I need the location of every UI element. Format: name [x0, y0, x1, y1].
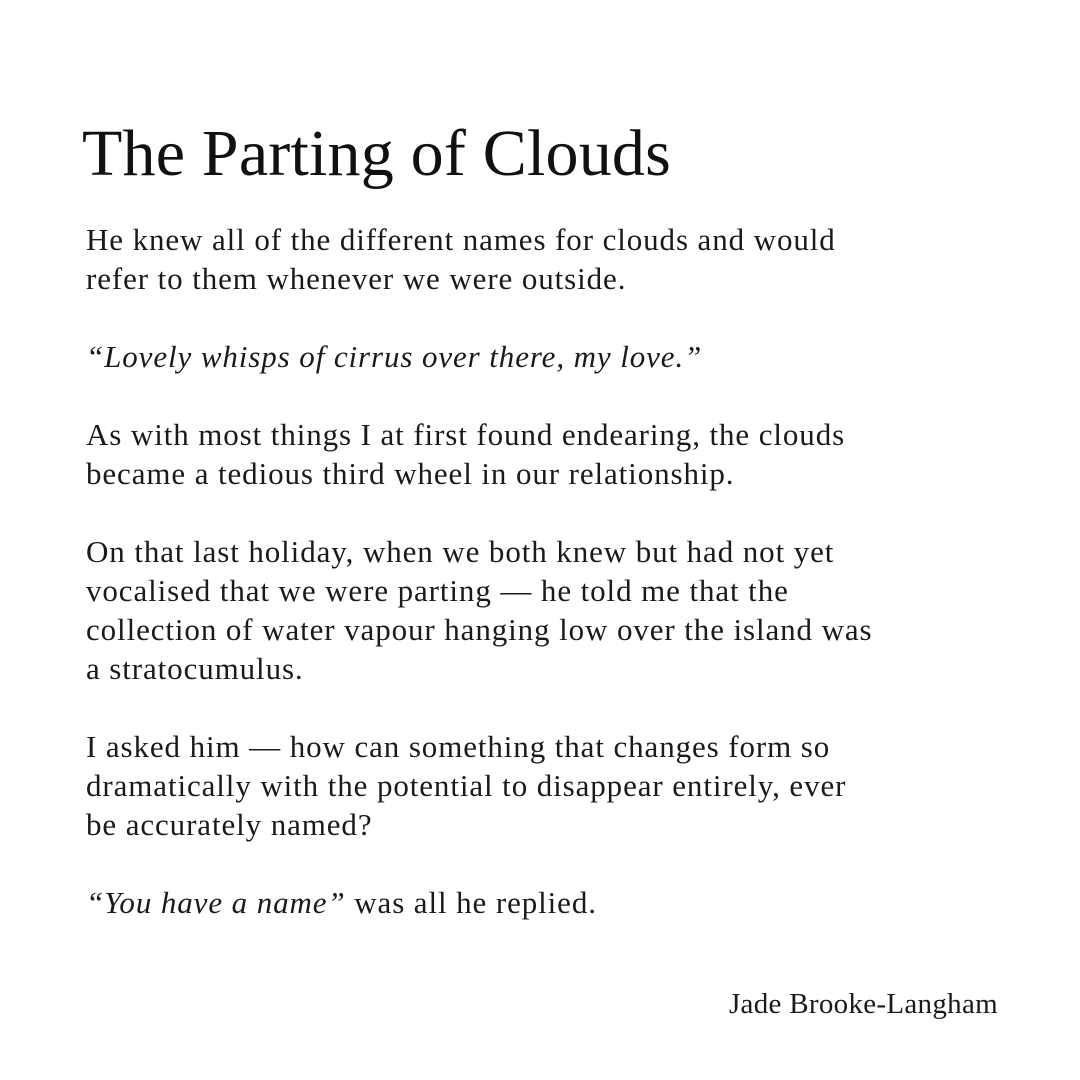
paragraph-line: be accurately named? — [86, 807, 373, 842]
closing-text: was all he replied. — [345, 885, 597, 920]
paragraph-6 — [86, 883, 1016, 922]
poem-body — [86, 220, 1016, 961]
paragraph-line: vocalised that we were parting — he told me that the — [86, 573, 789, 608]
paragraph-4 — [86, 532, 1016, 688]
paragraph-line: became a tedious third wheel in our relationship. — [86, 456, 735, 491]
paragraph-line: refer to them whenever we were outside. — [86, 261, 627, 296]
paragraph-line: collection of water vapour hanging low over the island was — [86, 612, 873, 647]
paragraph-3 — [86, 415, 1016, 493]
paragraph-line: a stratocumulus. — [86, 651, 304, 686]
paragraph-line: I asked him — how can something that changes form so — [86, 729, 831, 764]
paragraph-line: As with most things I at first found endearing, the clouds — [86, 417, 846, 452]
paragraph-line — [86, 883, 1016, 922]
paragraph-line: dramatically with the potential to disappear entirely, ever — [86, 768, 847, 803]
quote-you-have-a-name: “You have a name” — [86, 885, 346, 920]
author-signature: Jade Brooke-Langham — [728, 988, 998, 1020]
poem-title: The Parting of Clouds — [82, 117, 671, 190]
paragraph-1 — [86, 220, 1016, 298]
quote-cirrus: “Lovely whisps of cirrus over there, my love.” — [86, 339, 703, 374]
paragraph-5 — [86, 727, 1016, 844]
paragraph-line: He knew all of the different names for clouds and would — [86, 222, 836, 257]
paragraph-2 — [86, 337, 1016, 376]
paragraph-line: On that last holiday, when we both knew but had not yet — [86, 534, 835, 569]
